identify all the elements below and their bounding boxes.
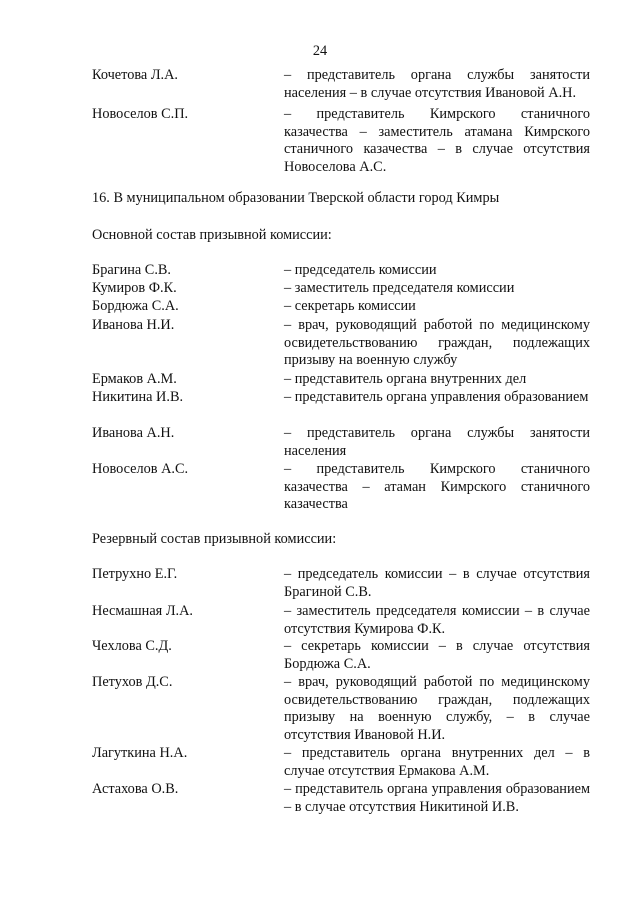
member-role: – представитель органа службы занятости населения xyxy=(284,425,590,459)
member-name: Ермаков А.М. xyxy=(92,371,177,387)
member-entry xyxy=(92,781,590,816)
member-entry xyxy=(92,638,590,673)
member-entry xyxy=(92,674,590,744)
member-entry xyxy=(92,371,590,389)
member-name: Петухов Д.С. xyxy=(92,674,173,690)
member-role: – секретарь комиссии – в случае отсутствия Бордюжа С.А. xyxy=(284,638,590,672)
member-role: – врач, руководящий работой по медицинскому освидетельствованию граждан, подлежащих призыву на военную службу xyxy=(284,317,590,368)
member-entry xyxy=(92,745,590,780)
member-entry xyxy=(92,425,590,460)
member-entry xyxy=(92,317,590,370)
member-entry xyxy=(92,298,590,316)
member-entry xyxy=(92,106,590,176)
member-entry xyxy=(92,262,590,280)
reserve-composition-title: Резервный состав призывной комиссии: xyxy=(92,531,337,547)
member-name: Брагина С.В. xyxy=(92,262,172,278)
member-role: – заместитель председателя комиссии xyxy=(284,280,515,296)
member-entry xyxy=(92,566,590,601)
member-entry xyxy=(92,67,590,102)
member-name: Астахова О.В. xyxy=(92,781,179,797)
member-name: Чехлова С.Д. xyxy=(92,638,172,654)
member-name: Новоселов А.С. xyxy=(92,461,189,477)
member-name: Лагуткина Н.А. xyxy=(92,745,188,761)
member-role: – представитель Кимрского станичного казачества – атаман Кимрского станичного казачества xyxy=(284,461,590,512)
member-role: – председатель комиссии xyxy=(284,262,437,278)
member-role: – представитель органа внутренних дел – в случае отсутствия Ермакова А.М. xyxy=(284,745,590,779)
member-entry xyxy=(92,603,590,638)
member-entry xyxy=(92,280,590,298)
member-name: Новоселов С.П. xyxy=(92,106,189,122)
member-name: Кочетова Л.А. xyxy=(92,67,178,83)
member-role: – заместитель председателя комиссии – в случае отсутствия Кумирова Ф.К. xyxy=(284,603,590,637)
member-role: – секретарь комиссии xyxy=(284,298,416,314)
member-name: Кумиров Ф.К. xyxy=(92,280,177,296)
member-role: – представитель органа управления образованием – в случае отсутствия Никитиной И.В. xyxy=(284,781,590,815)
member-role: – представитель органа управления образованием xyxy=(284,389,589,405)
member-name: Иванова Н.И. xyxy=(92,317,175,333)
member-role: – представитель органа внутренних дел xyxy=(284,371,527,387)
member-role: – врач, руководящий работой по медицинскому освидетельствованию граждан, подлежащих призыву на военную службу, – в случае отсутствия Ивановой Н.И. xyxy=(284,674,590,743)
member-name: Никитина И.В. xyxy=(92,389,184,405)
member-entry xyxy=(92,461,590,514)
page-number: 24 xyxy=(312,43,328,59)
member-role: – представитель органа службы занятости населения – в случае отсутствия Ивановой А.Н. xyxy=(284,67,590,101)
member-name: Иванова А.Н. xyxy=(92,425,175,441)
member-name: Бордюжа С.А. xyxy=(92,298,179,314)
member-entry xyxy=(92,389,590,407)
member-role: – председатель комиссии – в случае отсутствия Брагиной С.В. xyxy=(284,566,590,600)
section-heading: 16. В муниципальном образовании Тверской области город Кимры xyxy=(92,190,500,206)
member-role: – представитель Кимрского станичного казачества – заместитель атамана Кимрского станичного казачества – в случае отсутствия Новоселова А.С. xyxy=(284,106,590,175)
member-name: Несмашная Л.А. xyxy=(92,603,193,619)
member-name: Петрухно Е.Г. xyxy=(92,566,178,582)
main-composition-title: Основной состав призывной комиссии: xyxy=(92,227,332,243)
